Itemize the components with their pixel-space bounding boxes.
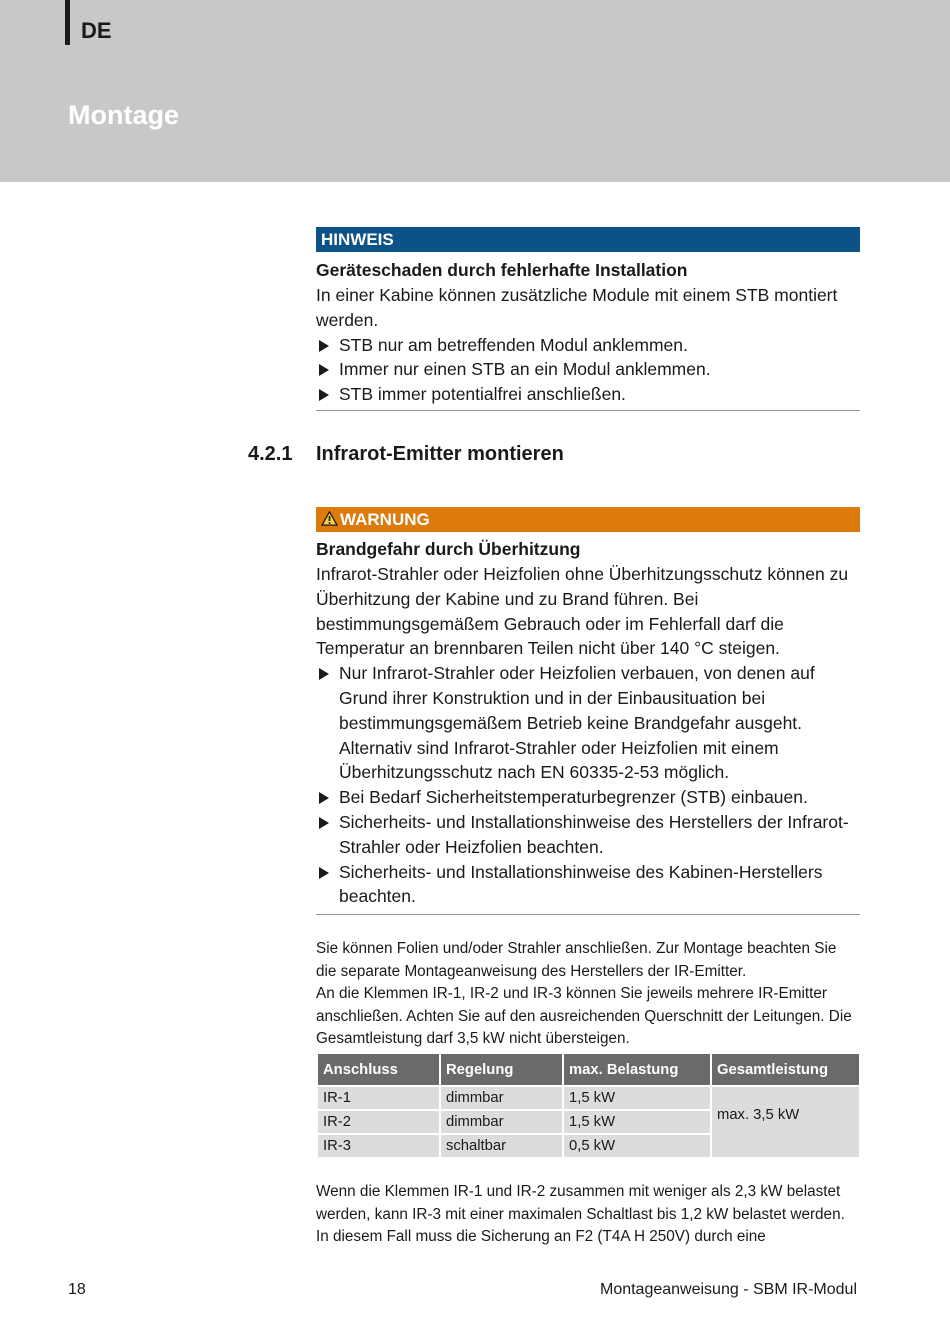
list-item: STB immer potentialfrei anschließen.	[316, 382, 860, 407]
divider	[316, 914, 860, 915]
bullet-triangle-icon	[319, 364, 329, 376]
column-header: max. Belastung	[563, 1053, 711, 1086]
column-header: Regelung	[440, 1053, 563, 1086]
chapter-title: Montage	[68, 100, 179, 130]
list-item: Immer nur einen STB an ein Modul anklemmen.	[316, 357, 860, 382]
warnung-subtitle: Brandgefahr durch Überhitzung	[316, 539, 581, 559]
language-code: DE	[81, 18, 112, 43]
bullet-triangle-icon	[319, 389, 329, 401]
page-number: 18	[68, 1281, 86, 1298]
body-paragraph: Sie können Folien und/oder Strahler anschließen. Zur Montage beachten Sie die separate Montageanweisung des Herstellers der IR-Emitter.	[316, 940, 837, 980]
body-paragraph: An die Klemmen IR-1, IR-2 und IR-3 können Sie jeweils mehrere IR-Emitter anschließen. Achten Sie auf den ausreichenden Querschnitt der Leitungen. Die Gesamtleistung darf 3,5 kW nicht übersteigen.	[316, 985, 852, 1047]
hinweis-list	[316, 333, 860, 410]
list-item: Bei Bedarf Sicherheitstemperaturbegrenzer (STB) einbauen.	[316, 785, 860, 810]
header-bar	[65, 0, 70, 45]
list-item: STB nur am betreffenden Modul anklemmen.	[316, 333, 860, 358]
list-item: Sicherheits- und Installationshinweise des Herstellers der Infrarot-Strahler oder Heizfolien beachten.	[316, 810, 860, 860]
table-cell: 1,5 kW	[563, 1086, 711, 1110]
list-item: Sicherheits- und Installationshinweise des Kabinen-Herstellers beachten.	[316, 860, 860, 910]
table-cell: IR-2	[317, 1110, 440, 1134]
table-cell: dimmbar	[440, 1086, 563, 1110]
hinweis-label: HINWEIS	[316, 227, 860, 252]
table-cell: 1,5 kW	[563, 1110, 711, 1134]
warnung-text: Infrarot-Strahler oder Heizfolien ohne Überhitzungsschutz können zu Überhitzung der Kabine und zu Brand führen. Bei bestimmungsgemäßem Gebrauch oder im Fehlerfall darf die Temperatur an brennbaren Teilen nicht über 140 °C steigen.	[316, 564, 849, 659]
document-title: Montageanweisung - SBM IR-Modul	[599, 1281, 857, 1298]
table-cell: 0,5 kW	[563, 1134, 711, 1158]
warning-triangle-icon	[321, 511, 338, 526]
bullet-triangle-icon	[319, 867, 329, 879]
body-paragraph: Wenn die Klemmen IR-1 und IR-2 zusammen mit weniger als 2,3 kW belastet werden, kann IR-3 mit einer maximalen Schaltlast bis 1,2 kW belastet werden. In diesem Fall muss die Sicherung an F2 (T4A H 250V) durch eine	[316, 1183, 845, 1245]
hinweis-subtitle: Geräteschaden durch fehlerhafte Installation	[316, 260, 688, 280]
table-cell: dimmbar	[440, 1110, 563, 1134]
column-header: Gesamtleistung	[711, 1053, 860, 1086]
table-cell: IR-3	[317, 1134, 440, 1158]
column-header: Anschluss	[317, 1053, 440, 1086]
hinweis-text: In einer Kabine können zusätzliche Module mit einem STB montiert werden.	[316, 285, 838, 330]
table-cell: IR-1	[317, 1086, 440, 1110]
warnung-list	[316, 661, 860, 914]
divider	[316, 410, 860, 411]
connection-table	[316, 1052, 861, 1159]
bullet-triangle-icon	[319, 668, 329, 680]
warnung-box	[316, 507, 860, 915]
warnung-header	[316, 507, 860, 532]
table-cell: schaltbar	[440, 1134, 563, 1158]
total-power-cell: max. 3,5 kW	[711, 1086, 860, 1158]
list-item: Nur Infrarot-Strahler oder Heizfolien verbauen, von denen auf Grund ihrer Konstruktion und in der Einbausituation bei bestimmungsgemäßem Betrieb keine Brandgefahr ausgeht. Alternativ sind Infrarot-Strahler oder Heizfolien mit einem Überhitzungsschutz nach EN 60335-2-53 möglich.	[316, 661, 860, 785]
table-row	[317, 1086, 860, 1110]
section-number: 4.2.1	[248, 443, 293, 465]
warnung-label: WARNUNG	[340, 510, 430, 529]
bullet-triangle-icon	[319, 817, 329, 829]
page-header	[0, 0, 950, 182]
bullet-triangle-icon	[319, 792, 329, 804]
section-title: Infrarot-Emitter montieren	[316, 443, 564, 465]
table-header-row	[317, 1053, 860, 1086]
hinweis-box	[316, 227, 860, 411]
bullet-triangle-icon	[319, 340, 329, 352]
